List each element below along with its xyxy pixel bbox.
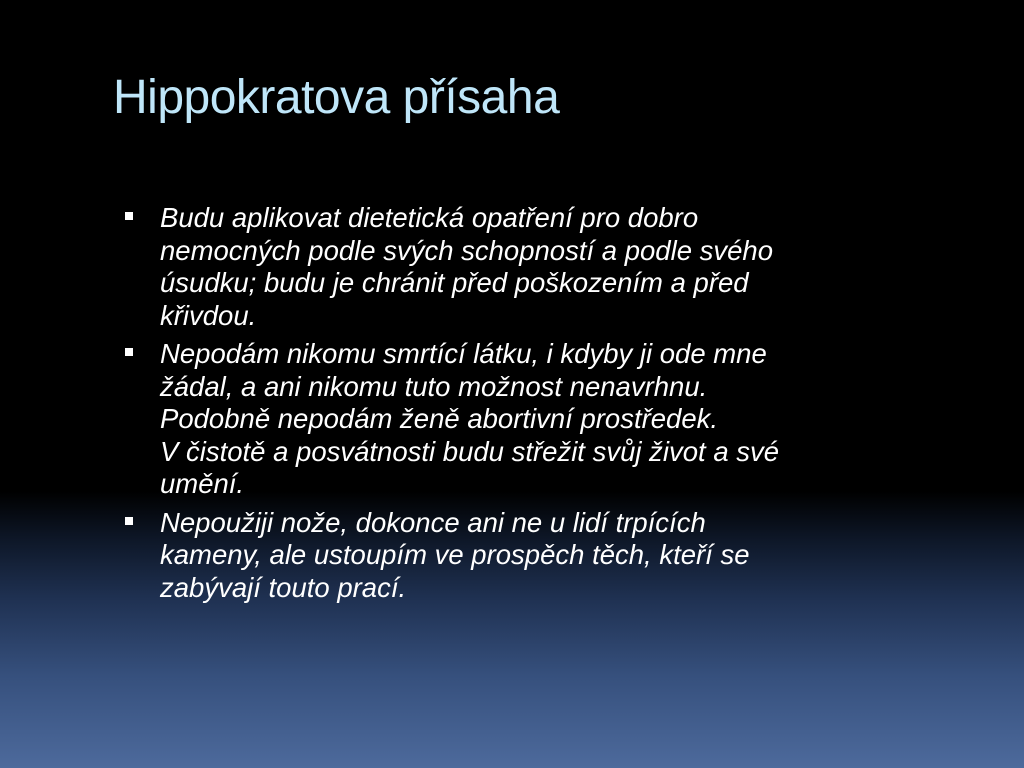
bullet-text-line: křivdou. xyxy=(160,299,257,331)
bullet-item xyxy=(120,338,940,501)
bullet-text-line: nemocných podle svých schopností a podle svého xyxy=(160,234,774,266)
bullet-text-line: žádal, a ani nikomu tuto možnost nenavrhnu. xyxy=(160,370,708,402)
square-bullet-icon xyxy=(125,348,133,356)
bullet-text-line: Nepodám nikomu smrtící látku, i kdyby ji ode mne xyxy=(160,338,767,369)
slide-title: Hippokratova přísaha xyxy=(113,71,560,124)
bullet-item xyxy=(120,507,940,605)
bullet-text-line: umění. xyxy=(160,468,245,499)
bullet-text-line: kameny, ale ustoupím ve prospěch těch, kteří se xyxy=(160,539,750,570)
bullet-text-line: zabývají touto prací. xyxy=(160,571,407,603)
bullet-list xyxy=(120,202,940,610)
bullet-text-line: Budu aplikovat dietetická opatření pro dobro xyxy=(160,202,699,233)
bullet-text-line: Podobně nepodám ženě abortivní prostředek. xyxy=(160,403,719,434)
bullet-text-line: úsudku; budu je chránit před poškozením a před xyxy=(160,267,749,298)
square-bullet-icon xyxy=(125,517,133,525)
bullet-item xyxy=(120,202,940,332)
bullet-text-line: Nepoužiji nože, dokonce ani ne u lidí trpících xyxy=(160,506,706,538)
square-bullet-icon xyxy=(125,212,133,220)
bullet-text-line: V čistotě a posvátnosti budu střežit svůj život a své xyxy=(160,435,780,467)
